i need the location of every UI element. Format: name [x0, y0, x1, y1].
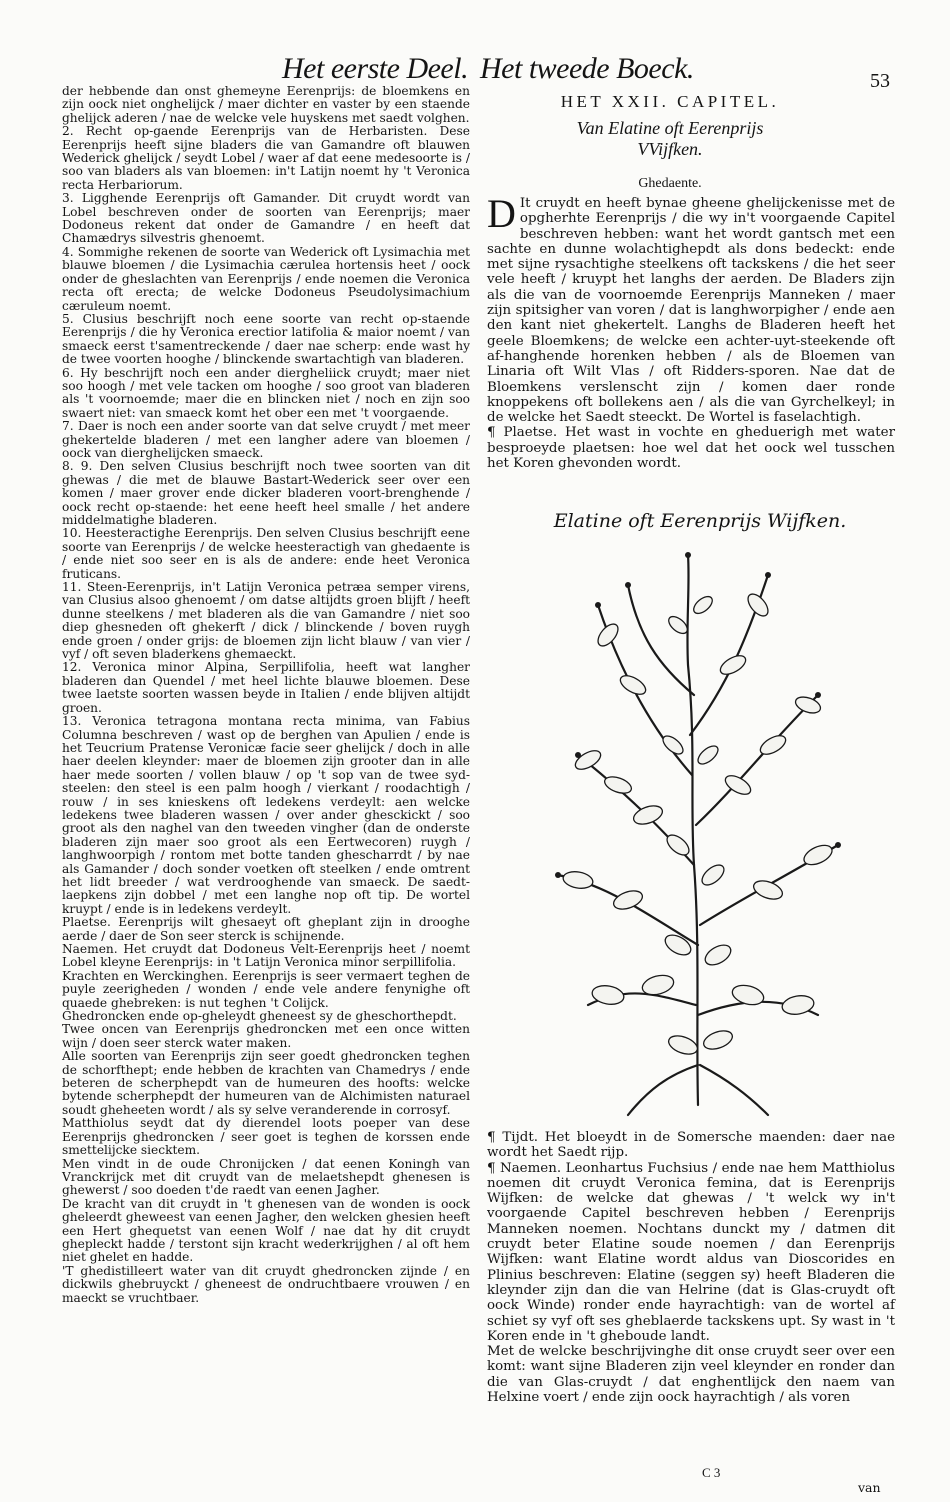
left-paragraph: 3. Ligghende Eerenprijs oft Gamander. Dit cruydt wordt van Lobel beschreven onder de soorten van Eerenprijs; maer Dodoneus rekent dat onder de Gamandre / en heeft dat Chamædrys silvestris ghenoemt. — [62, 191, 470, 246]
plaetse-paragraph: ¶ Plaetse. Het wast in vochte en gheduerigh met water besproeyde plaetsen: hoe wel dat het oock wel tusschen het Koren ghevonden wordt. — [487, 425, 895, 472]
right-paragraph: Met de welcke beschrijvinghe dit onse cruydt seer over een komt: want sijne Bladeren zijn veel kleynder en ronder dan die van Glas-cruydt / dat enghentlijck den naem van Helxine voert / ende zijn oock hayrachtigh / als voren — [487, 1344, 895, 1406]
left-paragraph: 7. Daer is noch een ander soorte van dat selve cruydt / met meer ghekertelde bladeren / met een langher adere van bloemen / oock van dierghelijcken smaeck. — [62, 419, 470, 460]
left-paragraph: Plaetse. Eerenprijs wilt ghesaeyt oft gheplant zijn in drooghe aerde / daer de Son seer sterck is schijnende. — [62, 915, 470, 943]
left-column — [62, 85, 470, 1305]
chapter-subtitle — [530, 118, 810, 160]
left-paragraph: der hebbende dan onst ghemeyne Eerenprijs: de bloemkens en zijn oock niet onghelijck / maer dichter en vaster by een staende ghelijck aderen / nae de welcke vele huyskens met saedt volghen. — [62, 84, 470, 125]
left-paragraph: 2. Recht op-gaende Eerenprijs van de Herbaristen. Dese Eerenprijs heeft sijne bladers die van Gamandre oft blauwen Wederick ghelijck / seydt Lobel / waer af dat eene medesoorte is / soo van bladers als van bloemen: in't Latijn noemt hy 't Veronica recta Herbariorum. — [62, 124, 470, 192]
left-paragraph: 12. Veronica minor Alpina, Serpillifolia, heeft wat langher bladeren dan Quendel / met heel lichte blauwe bloemen. Dese twee laetste soorten wassen beyde in Italien / ende blijven altijdt groen. — [62, 660, 470, 715]
page-number: 53 — [870, 70, 890, 92]
left-paragraph: Matthiolus seydt dat dy dierendel loots poeper van dese Eerenprijs ghedroncken / seer goet is teghen de korssen ende smettelijcke siecktem. — [62, 1116, 470, 1158]
figure-caption: Elatine oft Eerenprijs Wijfken. — [553, 510, 847, 532]
left-paragraph: Twee oncen van Eerenprijs ghedroncken met een once witten wijn / doen seer sterck water maken. — [62, 1022, 470, 1050]
right-paragraph: ¶ Naemen. Leonhartus Fuchsius / ende nae hem Matthiolus noemen dit cruydt Veronica femina, dat is Eerenprijs Wijfken: de welcke dat ghewas / 't welck wy in't voorgaende Capitel beschreven hebben / Eerenprijs Manneken noemen. Nochtans dunckt my / datmen dit cruydt beter Elatine soude noemen / dan Eerenprijs Wijfken: want Elatine wordt aldus van Dioscorides en Plinius beschreven: Elatine (seggen sy) heeft Bladeren die kleynder zijn dan die van Helrine (dat is Glas-cruydt oft oock Winde) ronder ende hayrachtigh: van de wortel af schiet sy vyf oft ses gheblaerde tackskens upt. Sy wast in 't Koren ende in 't gheboude landt. — [487, 1160, 895, 1344]
running-head-left: Het eerste Deel. — [282, 52, 469, 85]
left-paragraph: Krachten en Werckinghen. Eerenprijs is seer vermaert teghen de puyle zeerigheden / wonden / ende vele andere fenynighe oft quaede ghebreken: is nut teghen 't Colijck. — [62, 968, 470, 1010]
left-paragraph: Men vindt in de oude Chronijcken / dat eenen Koningh van Vranckrijck met dit cruydt van de melaetshepdt ghenesen is ghewerst / soo doeden t'de raedt van eenen Jagher. — [62, 1156, 470, 1198]
description-text: It cruydt en heeft bynae gheene ghelijckenisse met de opgherhte Eerenprijs / die wy in't voorgaende Capitel beschreven hebben: want het wordt gantsch met een sachte en dunne wolachtighepdt als dons bedeckt: ende met sijne rysachtighe steelkens oft tackskens / die het seer vele heeft / kruypt het langhs der aerden. De Bladers zijn als die van de voornoemde Eerenprijs Manneken / maer zijn spitsigher van voren / dat is langhworpigher / ende aen den kant niet ghekertelt. Langhs de Bladeren heeft het geele Bloemkens; de welcke een achter-uyt-steekende oft af-hanghende horenken hebben / als de Bloemen van Linaria oft Wilt Vlas / oft Ridders-sporen. Nae dat de Bloemkens verslenscht zijn / komen daer ronde knoppekens oft bollekens aen / als die van Gyrchelkeyl; in de welcke het Saedt steeckt. De Wortel is faselachtigh. — [487, 196, 895, 426]
left-paragraph: 13. Veronica tetragona montana recta minima, van Fabius Columna beschreven / wast op de berghen van Apulien / ende is het Teucrium Pratense Veronicæ facie seer ghelijck / doch in alle haer deelen kleynder: maer de bloemen zijn grooter dan in alle haer mede soorten / vollen blauw / op 't sop van de twee syd-steelen: den steel is een palm hoogh / vierkant / roodachtigh / rouw / in ses knieskens oft ledekens verdeylt: aen welcke ledekens twee bladeren wassen / over ander ghesckickt / soo groot als den naghel van den tweeden vingher (dan de onderste bladeren zijn maer soo groot als een Eertwecoren) ruygh / langhwoorpigh / rontom met botte tanden ghescharrdt / by nae als Gamander / doch sonder voetken oft steelken / ende omtrent het lidt breeder / wat verdrooghende van smaeck. De saedt-laepkens zijn dobbel / met een langhe nop oft tip. De wortel kruypt / ende is in ledekens verdeylt. — [62, 714, 470, 916]
left-paragraph: 8. 9. Den selven Clusius beschrijft noch twee soorten van dit ghewas / die met de blauwe Bastart-Wederick seer over een komen / maer grover ende dicker bladeren voort-brenghende / oock recht op-staende: het eene heeft heel smalle / het andere middelmatighe bladeren. — [62, 459, 470, 527]
left-paragraph: Ghedroncken ende op-gheleydt gheneest sy de gheschorthepdt. — [62, 1009, 457, 1024]
right-paragraph: ¶ Tijdt. Het bloeydt in de Somersche maenden: daer nae wordt het Saedt rijp. — [487, 1130, 895, 1161]
running-head-right: Het tweede Boeck. — [480, 52, 694, 85]
left-paragraph: 5. Clusius beschrijft noch eene soorte van recht op-staende Eerenprijs / die hy Veronica erectior latifolia & maior noemt / van smaeck eerst t'samentreckende / daer nae scherp: ende wast hy de twee voorten hooghe / blinckende swartachtigh van bladeren. — [62, 311, 470, 367]
chapter-subtitle-line-1: Van Elatine oft Eerenprijs — [576, 118, 764, 138]
plant-woodcut-illustration — [518, 545, 878, 1120]
chapter-title: HET XXII. CAPITEL. — [560, 92, 780, 111]
section-heading: Ghedaente. — [638, 176, 702, 191]
drop-cap: D — [487, 191, 516, 236]
right-column-bottom — [487, 1130, 895, 1405]
left-paragraph: 6. Hy beschrijft noch een ander diergheliick cruydt; maer niet soo hoogh / met vele tacken om hooghe / soo groot van bladeren als 't voornoemde; maer die en blincken niet / noch en zijn soo swaert niet: van smaeck komt het ober een met 't voorgaende. — [62, 365, 470, 420]
left-paragraph: 10. Heesteractighe Eerenprijs. Den selven Clusius beschrijft eene soorte van Eerenprijs / de welcke heesteractigh van ghedaente is / ende niet soo seer en is als de andere: ende heet Veronica fruticans. — [62, 526, 470, 581]
left-paragraph: De kracht van dit cruydt in 't ghenesen van de wonden is oock gheleerdt gheweest van eenen Jagher, den welcken ghesien heeft een Hert ghequetst van eenen Wolf / nae dat hy dit cruydt ghepleckt hadde / terstont sijn kracht wederkrijghen / al oft hem niet ghelet en hadde. — [62, 1196, 470, 1265]
catchword: van — [858, 1480, 881, 1495]
signature-mark: C 3 — [702, 1465, 721, 1480]
left-paragraph: 11. Steen-Eerenprijs, in't Latijn Veronica petræa semper virens, van Clusius alsoo ghenoemt / om datse altijdts groen blijft / heeft dunne steelkens / met bladeren als die van Gamandre / niet soo diep ghesneden oft ghekerft / dick / blinckende / boven ruygh ende groen / onder grijs: de bloemen zijn licht blauw / van vier / vyf / oft seven bladerkens ghemaeckt. — [62, 580, 470, 662]
right-column-top — [487, 191, 895, 472]
description-paragraph — [487, 191, 895, 426]
left-paragraph: Naemen. Het cruydt dat Dodoneus Velt-Eerenprijs heet / noemt Lobel kleyne Eerenprijs: in 't Latijn Veronica minor serpillifolia. — [62, 942, 470, 970]
left-paragraph: 4. Sommighe rekenen de soorte van Wederick oft Lysimachia met blauwe bloemen / die Lysimachia cærulea hortensis heet / oock onder de gheslachten van Eerenprijs / ende noemen die Veronica recta oft erecta; de welcke Dodoneus Pseudolysimachium cæruleum noemt. — [62, 244, 470, 313]
chapter-subtitle-line-2: VVijfken. — [637, 139, 703, 159]
left-paragraph: 'T ghedistilleert water van dit cruydt ghedroncken zijnde / en dickwils ghebruyckt / gheneest de ondruchtbaere vrouwen / en maeckt se vruchtbaer. — [62, 1263, 470, 1305]
left-paragraph: Alle soorten van Eerenprijs zijn seer goedt ghedroncken teghen de schorfthept; ende hebben de krachten van Chamedrys / ende beteren de scherphepdt van de humeuren des hoofts: welcke bytende scherphepdt der humeuren van de Alchimisten naturael soudt gheheeten wordt / als sy selve veranderende in corrosyf. — [62, 1049, 470, 1117]
